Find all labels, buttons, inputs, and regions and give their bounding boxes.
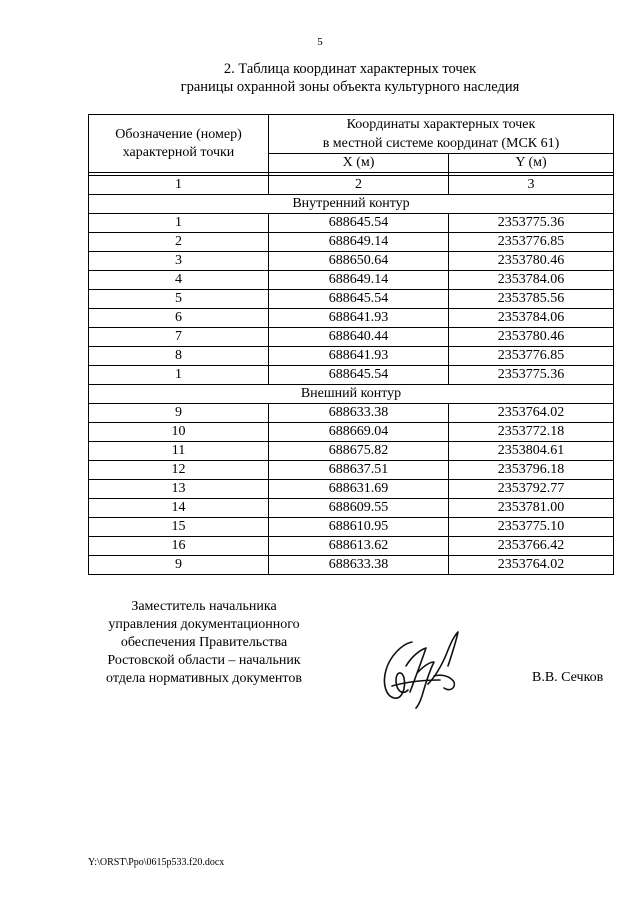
point-number-cell: 3 [89, 252, 269, 271]
signer-position-line: Заместитель начальника [131, 599, 277, 614]
point-number-cell: 9 [89, 404, 269, 423]
point-number-cell: 10 [89, 423, 269, 442]
x-coordinate-cell: 688650.64 [269, 252, 449, 271]
y-coordinate-cell: 2353796.18 [449, 461, 614, 480]
coordinates-table [88, 114, 614, 575]
x-coordinate-cell: 688645.54 [269, 290, 449, 309]
signer-position [84, 598, 324, 688]
x-coordinate-cell: 688609.55 [269, 499, 449, 518]
table-row [89, 461, 614, 480]
y-coordinate-cell: 2353775.10 [449, 518, 614, 537]
x-coordinate-cell: 688640.44 [269, 328, 449, 347]
x-coordinate-cell: 688649.14 [269, 271, 449, 290]
x-coordinate-cell: 688610.95 [269, 518, 449, 537]
x-coordinate-cell: 688631.69 [269, 480, 449, 499]
point-number-cell: 6 [89, 309, 269, 328]
signer-position-line: обеспечения Правительства [120, 635, 288, 650]
y-coordinate-cell: 2353772.18 [449, 423, 614, 442]
point-number-cell: 16 [89, 537, 269, 556]
y-coordinate-cell: 2353780.46 [449, 252, 614, 271]
y-coordinate-cell: 2353764.02 [449, 404, 614, 423]
table-row [89, 537, 614, 556]
point-number-cell: 5 [89, 290, 269, 309]
y-coordinate-cell: 2353775.36 [449, 214, 614, 233]
y-coordinate-cell: 2353785.56 [449, 290, 614, 309]
point-number-cell: 1 [89, 366, 269, 385]
table-title [0, 60, 640, 96]
table-row [89, 347, 614, 366]
point-number-cell: 8 [89, 347, 269, 366]
table-row [89, 366, 614, 385]
x-coordinate-cell: 688641.93 [269, 309, 449, 328]
x-coordinate-cell: 688645.54 [269, 366, 449, 385]
signer-position-line: отдела нормативных документов [106, 671, 302, 686]
table-row [89, 271, 614, 290]
table-row [89, 556, 614, 575]
coordinates-header-line-2: в местной системе координат (МСК 61) [322, 136, 560, 151]
column-number-cell: 3 [449, 176, 614, 195]
column-number-cell: 1 [89, 176, 269, 195]
table-row [89, 499, 614, 518]
point-number-cell: 7 [89, 328, 269, 347]
signer-position-line: управления документационного [108, 617, 300, 632]
coordinates-header-line-1: Координаты характерных точек [346, 117, 536, 132]
point-number-cell: 11 [89, 442, 269, 461]
table-row [89, 480, 614, 499]
table-row [89, 423, 614, 442]
table-row [89, 404, 614, 423]
table-row [89, 518, 614, 537]
x-coordinate-cell: 688613.62 [269, 537, 449, 556]
table-row [89, 290, 614, 309]
point-number-cell: 15 [89, 518, 269, 537]
point-designation-header-line-2: характерной точки [122, 144, 235, 160]
section-header-row [89, 385, 614, 404]
y-coordinate-cell: 2353784.06 [449, 309, 614, 328]
x-coordinate-cell: 688637.51 [269, 461, 449, 480]
table-row [89, 328, 614, 347]
point-number-cell: 2 [89, 233, 269, 252]
x-coordinate-cell: 688633.38 [269, 556, 449, 575]
point-designation-header-line-1: Обозначение (номер) [115, 126, 242, 142]
table-row [89, 309, 614, 328]
point-number-cell: 9 [89, 556, 269, 575]
signer-position-line: Ростовской области – начальник [107, 653, 301, 668]
table-row [89, 214, 614, 233]
handwritten-signature [372, 626, 472, 712]
header-row [89, 115, 614, 154]
y-coordinate-cell: 2353804.61 [449, 442, 614, 461]
point-designation-header [89, 115, 269, 173]
point-number-cell: 4 [89, 271, 269, 290]
column-number-row [89, 176, 614, 195]
y-coordinate-cell: 2353780.46 [449, 328, 614, 347]
y-coordinate-cell: 2353784.06 [449, 271, 614, 290]
y-coordinate-cell: 2353764.02 [449, 556, 614, 575]
y-header: Y (м) [449, 154, 614, 173]
x-coordinate-cell: 688675.82 [269, 442, 449, 461]
point-number-cell: 13 [89, 480, 269, 499]
y-coordinate-cell: 2353776.85 [449, 233, 614, 252]
x-coordinate-cell: 688645.54 [269, 214, 449, 233]
section-title: Внешний контур [89, 385, 614, 404]
table-row [89, 442, 614, 461]
section-header-row [89, 195, 614, 214]
y-coordinate-cell: 2353766.42 [449, 537, 614, 556]
point-number-cell: 1 [89, 214, 269, 233]
y-coordinate-cell: 2353781.00 [449, 499, 614, 518]
table-row [89, 233, 614, 252]
point-number-cell: 12 [89, 461, 269, 480]
table-row [89, 252, 614, 271]
column-number-cell: 2 [269, 176, 449, 195]
x-coordinate-cell: 688649.14 [269, 233, 449, 252]
x-coordinate-cell: 688669.04 [269, 423, 449, 442]
y-coordinate-cell: 2353776.85 [449, 347, 614, 366]
x-coordinate-cell: 688633.38 [269, 404, 449, 423]
table-title-line-2: границы охранной зоны объекта культурного наследия [180, 79, 520, 95]
section-title: Внутренний контур [89, 195, 614, 214]
table-title-line-1: 2. Таблица координат характерных точек [223, 61, 477, 77]
x-header: X (м) [269, 154, 449, 173]
y-coordinate-cell: 2353775.36 [449, 366, 614, 385]
coordinates-header [269, 115, 614, 154]
x-coordinate-cell: 688641.93 [269, 347, 449, 366]
signer-name: В.В. Сечков [532, 670, 604, 685]
point-number-cell: 14 [89, 499, 269, 518]
page-number: 5 [317, 36, 323, 48]
footer-file-path: Y:\ORST\Ppo\0615p533.f20.docx [88, 857, 225, 868]
y-coordinate-cell: 2353792.77 [449, 480, 614, 499]
